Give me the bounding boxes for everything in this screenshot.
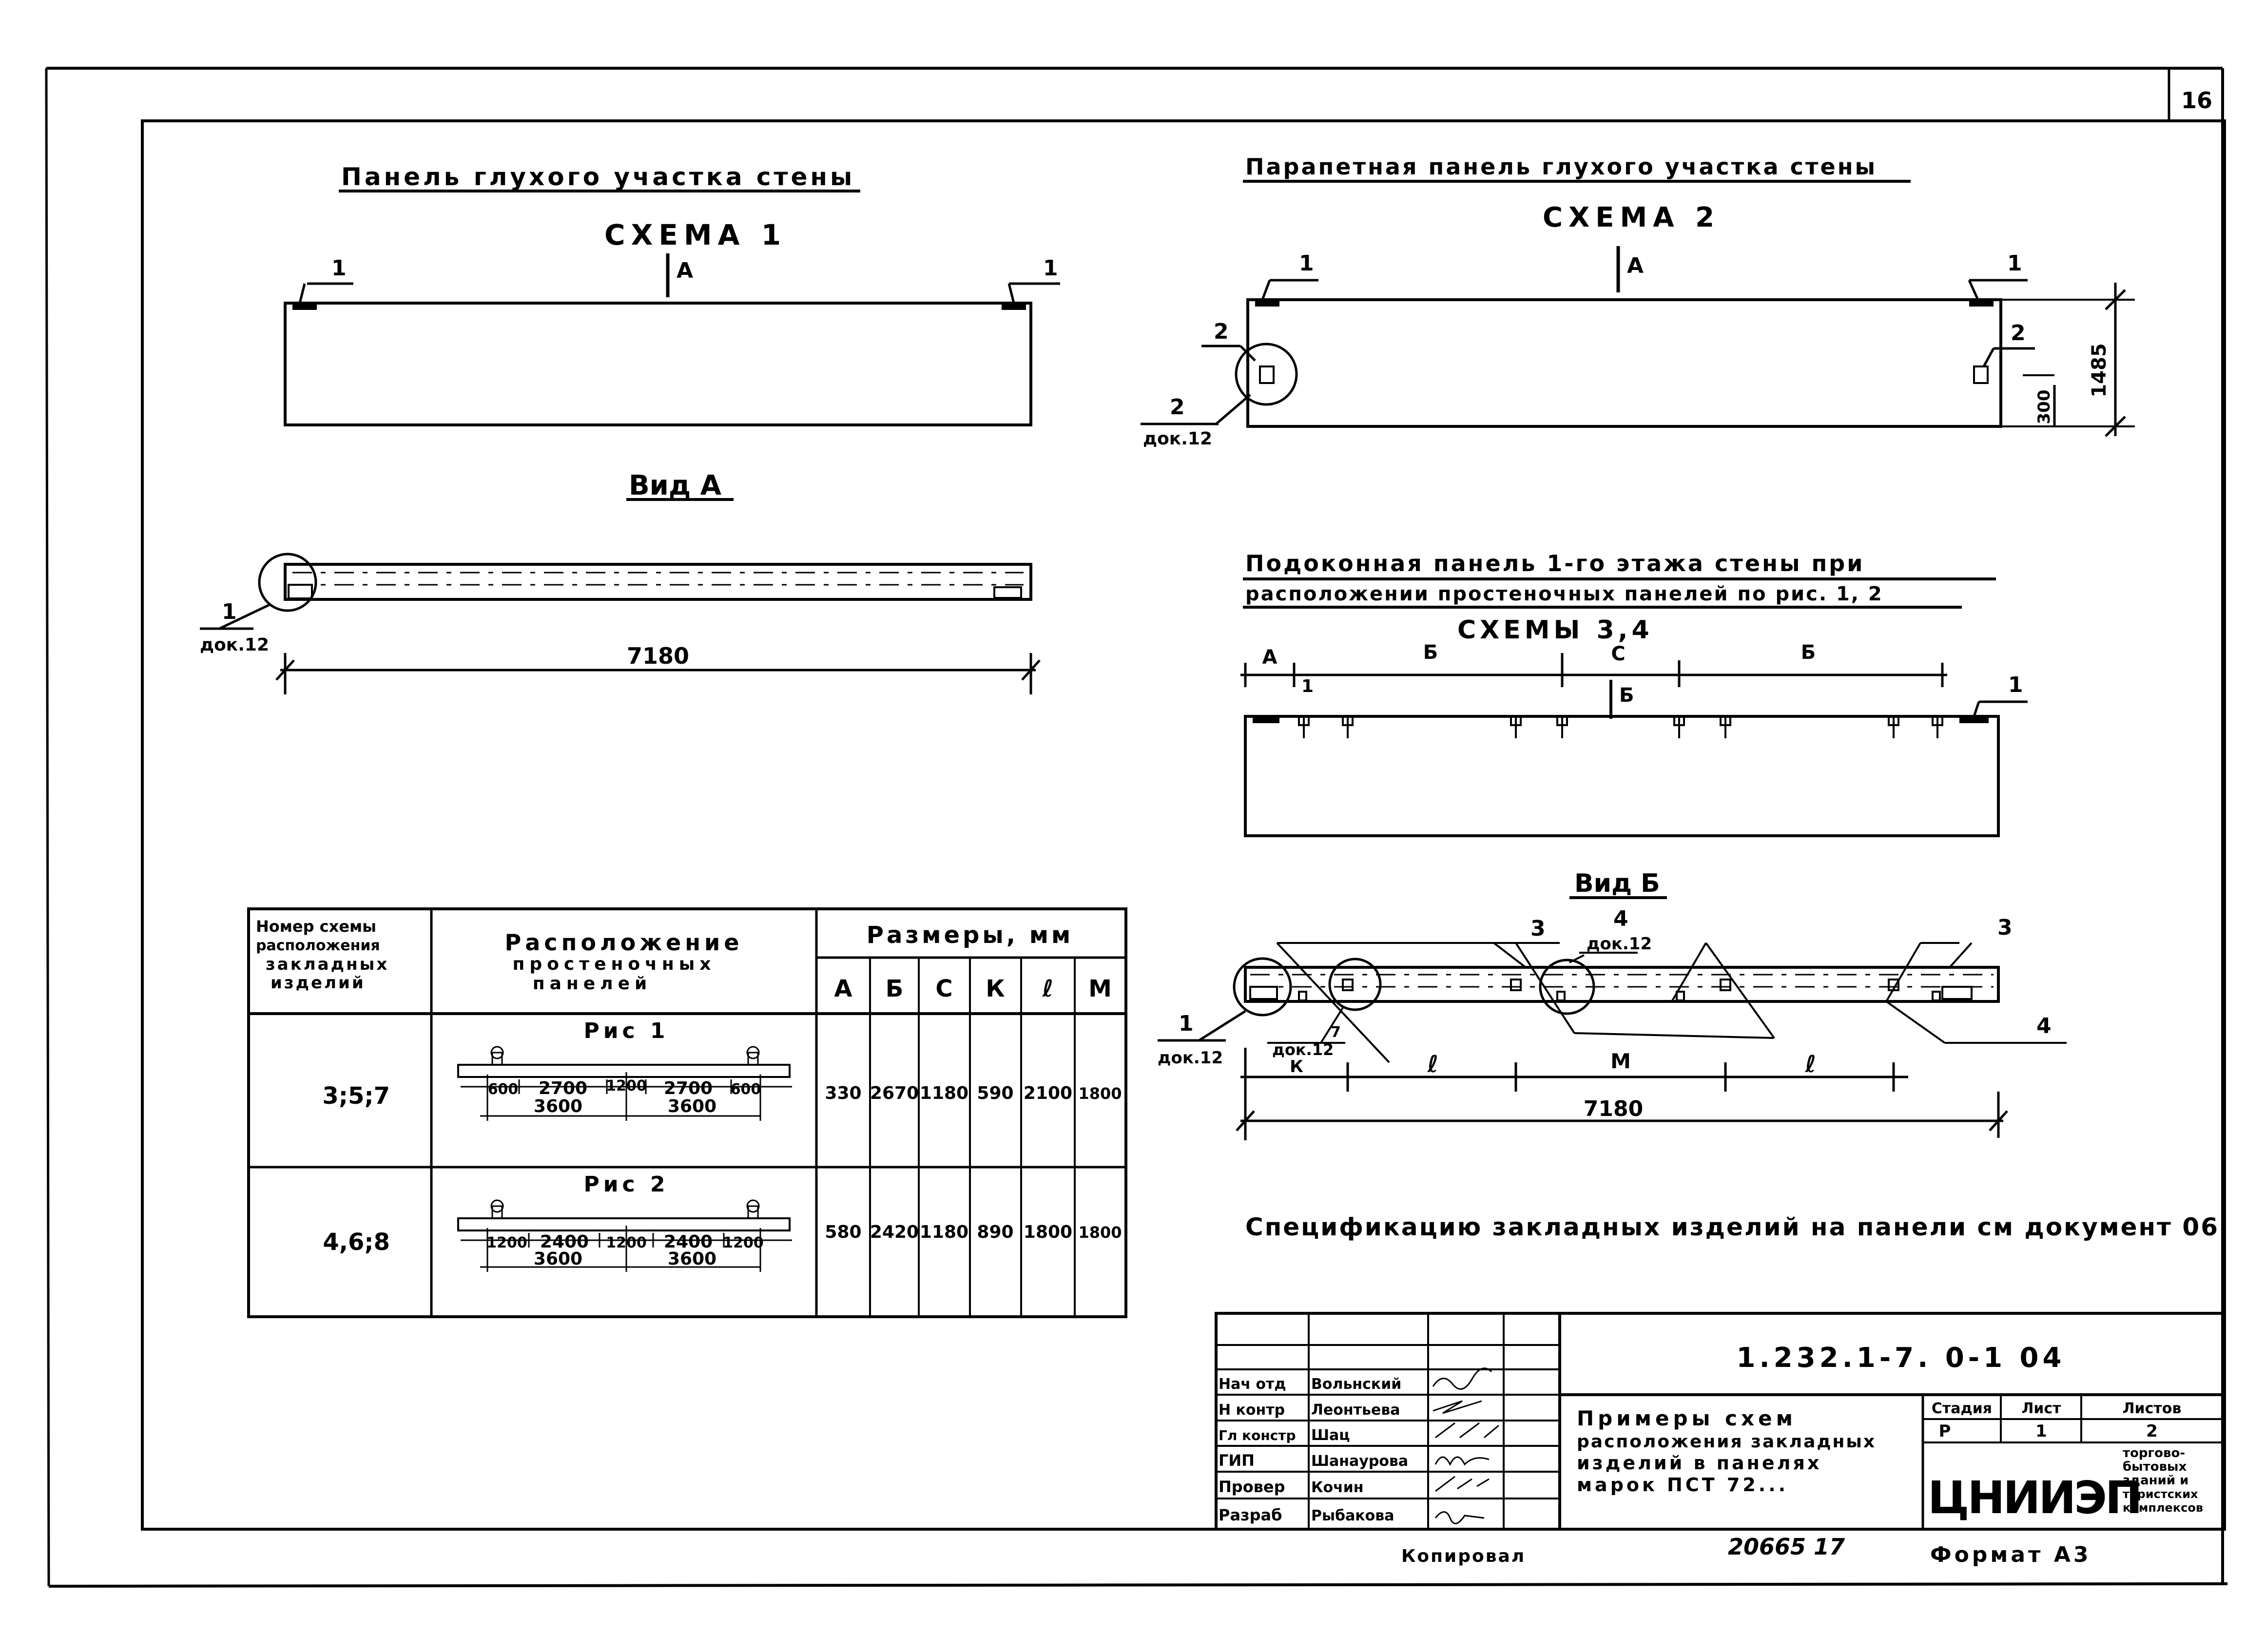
staff-name-4: Шанаурова <box>1311 1453 1409 1470</box>
view-b-callout-1-ref: док.12 <box>1158 1048 1223 1068</box>
spec-note: Спецификацию закладных изделий на панели см документ 06 <box>1245 1213 2220 1241</box>
title-block <box>1216 1313 2223 1529</box>
row2-size-l: 1800 <box>1023 1222 1073 1242</box>
scheme-3-4-dim-b-right: Б <box>1800 641 1816 664</box>
footer-format: Формат А3 <box>1930 1542 2091 1567</box>
size-col-m: М <box>1088 975 1112 1002</box>
sheet-value: 1 <box>2035 1421 2047 1441</box>
row1-fig: Рис 1 <box>583 1018 669 1043</box>
scheme-3-4-title-line1: Подоконная панель 1-го этажа стены при <box>1245 550 1865 576</box>
size-col-a: А <box>834 975 852 1002</box>
staff-role-2: Н контр <box>1219 1402 1285 1419</box>
scheme-2-height-dim: 1485 <box>2088 343 2110 398</box>
row1-dim-6: 3600 <box>533 1096 583 1116</box>
row2-dim-7: 3600 <box>667 1249 717 1269</box>
size-col-c: С <box>935 975 953 1002</box>
scheme-2-callout-side-right: 2 <box>2011 321 2026 346</box>
row2-dim-1: 1200 <box>486 1234 527 1251</box>
org-logo: ЦНИИЭП <box>1928 1472 2141 1524</box>
doc-code: 1.232.1-7. 0-1 04 <box>1736 1342 2066 1374</box>
row1-size-a: 330 <box>825 1083 862 1103</box>
staff-role-4: ГИП <box>1219 1451 1255 1470</box>
scheme-1-panel <box>285 303 1031 425</box>
org-name-line2: бытовых <box>2123 1460 2187 1474</box>
scheme-3-4-callout-right: 1 <box>2008 672 2023 697</box>
doc-desc-line1: Примеры схем <box>1577 1406 1797 1430</box>
view-b-callout-7: 7 <box>1331 1024 1341 1041</box>
view-b-callout-4-ref: док.12 <box>1587 934 1652 954</box>
scheme-3-4 <box>1240 550 2028 836</box>
staff-name-5: Кочин <box>1311 1479 1364 1496</box>
view-b-callout-3-right: 3 <box>1997 915 2013 940</box>
org-name-line4: туристских <box>2123 1487 2198 1501</box>
view-b-overall-dim: 7180 <box>1583 1096 1644 1121</box>
scheme-1-section-mark: А <box>677 258 694 283</box>
row2-size-c: 1180 <box>919 1222 969 1242</box>
row2-dim-5: 1200 <box>723 1234 764 1251</box>
scheme-1-callout-right: 1 <box>1043 256 1058 281</box>
view-b <box>1158 869 2067 1140</box>
row2-size-m: 1800 <box>1078 1223 1122 1242</box>
scheme-3-4-panel <box>1245 716 1998 836</box>
row2-dim-4: 2400 <box>663 1232 713 1252</box>
sizes-table <box>249 909 1126 1317</box>
scheme-3-4-dim-a: А <box>1262 646 1278 669</box>
view-a-title: Вид А <box>629 470 721 501</box>
table-col2-header-line3: панелей <box>532 974 652 994</box>
staff-name-2: Леонтьева <box>1311 1402 1400 1419</box>
scheme-2-callout-ref: док.12 <box>1143 429 1213 449</box>
scheme-1-callout-left: 1 <box>331 256 347 281</box>
view-a-callout-ref: док.12 <box>200 635 270 655</box>
row2-size-k: 890 <box>977 1222 1014 1242</box>
scheme-3-4-label: СХЕМЫ 3,4 <box>1457 615 1653 645</box>
org-name-line3: зданий и <box>2123 1473 2189 1488</box>
table-col1-header-line4: изделий <box>271 973 366 993</box>
view-a-callout: 1 <box>222 599 237 624</box>
table-col1-header-line3: закладных <box>266 955 389 974</box>
scheme-2-small-dim: 300 <box>2034 389 2054 424</box>
scheme-3-4-dim-b-left: Б <box>1423 641 1438 664</box>
org-name-line1: торгово- <box>2123 1446 2186 1460</box>
staff-role-1: Нач отд <box>1219 1376 1286 1393</box>
scheme-2-callout-top-right: 1 <box>2007 251 2022 276</box>
row1-size-c: 1180 <box>919 1083 969 1103</box>
row1-schemes: 3;5;7 <box>322 1082 390 1110</box>
scheme-3-4-section-mark: Б <box>1619 684 1634 707</box>
row1-size-b: 2670 <box>870 1083 919 1103</box>
scheme-2-panel <box>1248 300 2001 426</box>
sheets-header: Листов <box>2122 1400 2182 1417</box>
scheme-1-title: Панель глухого участка стены <box>341 163 855 191</box>
table-col2-header-line2: простеночных <box>512 954 716 974</box>
view-b-title: Вид Б <box>1574 869 1660 898</box>
view-a <box>200 470 1040 694</box>
row1-dim-2: 2700 <box>538 1078 588 1098</box>
stage-value: Р <box>1938 1421 1951 1441</box>
table-col3-header: Размеры, мм <box>866 922 1074 949</box>
footer-copied: Копировал <box>1401 1546 1526 1566</box>
scheme-1-label: СХЕМА 1 <box>604 218 787 251</box>
stage-header: Стадия <box>1931 1400 1993 1417</box>
scheme-2-callout-top-left: 1 <box>1299 251 1314 276</box>
size-col-l: ℓ <box>1042 975 1054 1002</box>
view-b-dim-m: М <box>1610 1049 1631 1073</box>
row2-dim-6: 3600 <box>533 1249 583 1269</box>
row1-dim-3: 1200 <box>606 1077 647 1095</box>
scheme-2-section-mark: А <box>1627 253 1644 278</box>
sheet-number: 16 <box>2181 87 2213 114</box>
view-b-callout-4-top: 4 <box>1613 906 1628 931</box>
scheme-1 <box>285 163 1060 425</box>
staff-role-5: Провер <box>1219 1478 1285 1496</box>
view-b-callout-3-left: 3 <box>1530 916 1546 941</box>
staff-role-3: Гл констр <box>1219 1427 1296 1443</box>
row1-dim-5: 600 <box>730 1081 761 1098</box>
table-col1-header-line2: расположения <box>256 937 380 954</box>
size-col-k: К <box>986 975 1005 1002</box>
view-a-overall-dim: 7180 <box>626 643 690 669</box>
staff-name-1: Вольнский <box>1311 1376 1402 1393</box>
view-a-panel-edge <box>285 564 1031 599</box>
scheme-2-callout-ref-num: 2 <box>1170 395 1185 420</box>
sheets-value: 2 <box>2146 1421 2158 1441</box>
row2-fig: Рис 2 <box>583 1172 669 1197</box>
scheme-2-callout-side-left: 2 <box>1214 319 1229 344</box>
row1-dim-1: 600 <box>487 1081 519 1098</box>
org-name-line5: комплексов <box>2123 1501 2204 1515</box>
view-b-panel-edge <box>1245 967 1998 1001</box>
doc-desc-line2: расположения закладных <box>1577 1432 1877 1452</box>
row2-size-a: 580 <box>825 1222 862 1242</box>
doc-desc-line3: изделий в панелях <box>1577 1452 1822 1474</box>
view-b-callout-4-right: 4 <box>2036 1014 2052 1038</box>
view-b-callout-7-ref: док.12 <box>1272 1040 1334 1059</box>
scheme-2-title: Парапетная панель глухого участка стены <box>1245 154 1878 180</box>
scheme-2-label: СХЕМА 2 <box>1543 202 1721 233</box>
doc-desc-line4: марок ПСТ 72... <box>1577 1474 1789 1496</box>
view-b-dim-l-right: ℓ <box>1805 1051 1817 1078</box>
row2-schemes: 4,6;8 <box>323 1229 390 1256</box>
row1-size-m: 1800 <box>1078 1084 1122 1103</box>
row1-dim-7: 3600 <box>667 1096 717 1116</box>
staff-name-3: Шац <box>1311 1427 1350 1444</box>
size-col-b: Б <box>885 975 904 1002</box>
scheme-2 <box>1141 154 2135 449</box>
staff-name-6: Рыбакова <box>1311 1507 1394 1524</box>
table-col2-header-line1: Расположение <box>504 929 743 956</box>
row2-dim-3: 1200 <box>606 1234 647 1251</box>
table-col1-header-line1: Номер схемы <box>256 917 377 936</box>
scheme-3-4-title-line2: расположении простеночных панелей по рис. 1, 2 <box>1245 583 1883 605</box>
view-b-dim-l-left: ℓ <box>1427 1051 1439 1078</box>
scheme-3-4-callout-small: 1 <box>1301 676 1314 696</box>
footer-inventory: 20665 17 <box>1728 1534 1845 1560</box>
row2-size-b: 2420 <box>870 1222 919 1242</box>
row1-size-k: 590 <box>977 1083 1014 1103</box>
view-b-callout-1: 1 <box>1179 1011 1194 1036</box>
sheet-header: Лист <box>2021 1400 2061 1417</box>
row2-dim-2: 2400 <box>540 1232 589 1252</box>
view-b-dim-k: К <box>1290 1057 1303 1076</box>
staff-role-6: Разраб <box>1219 1506 1282 1524</box>
row1-dim-4: 2700 <box>663 1078 713 1098</box>
scheme-3-4-dim-c: С <box>1611 643 1626 665</box>
row1-size-l: 2100 <box>1023 1083 1073 1103</box>
